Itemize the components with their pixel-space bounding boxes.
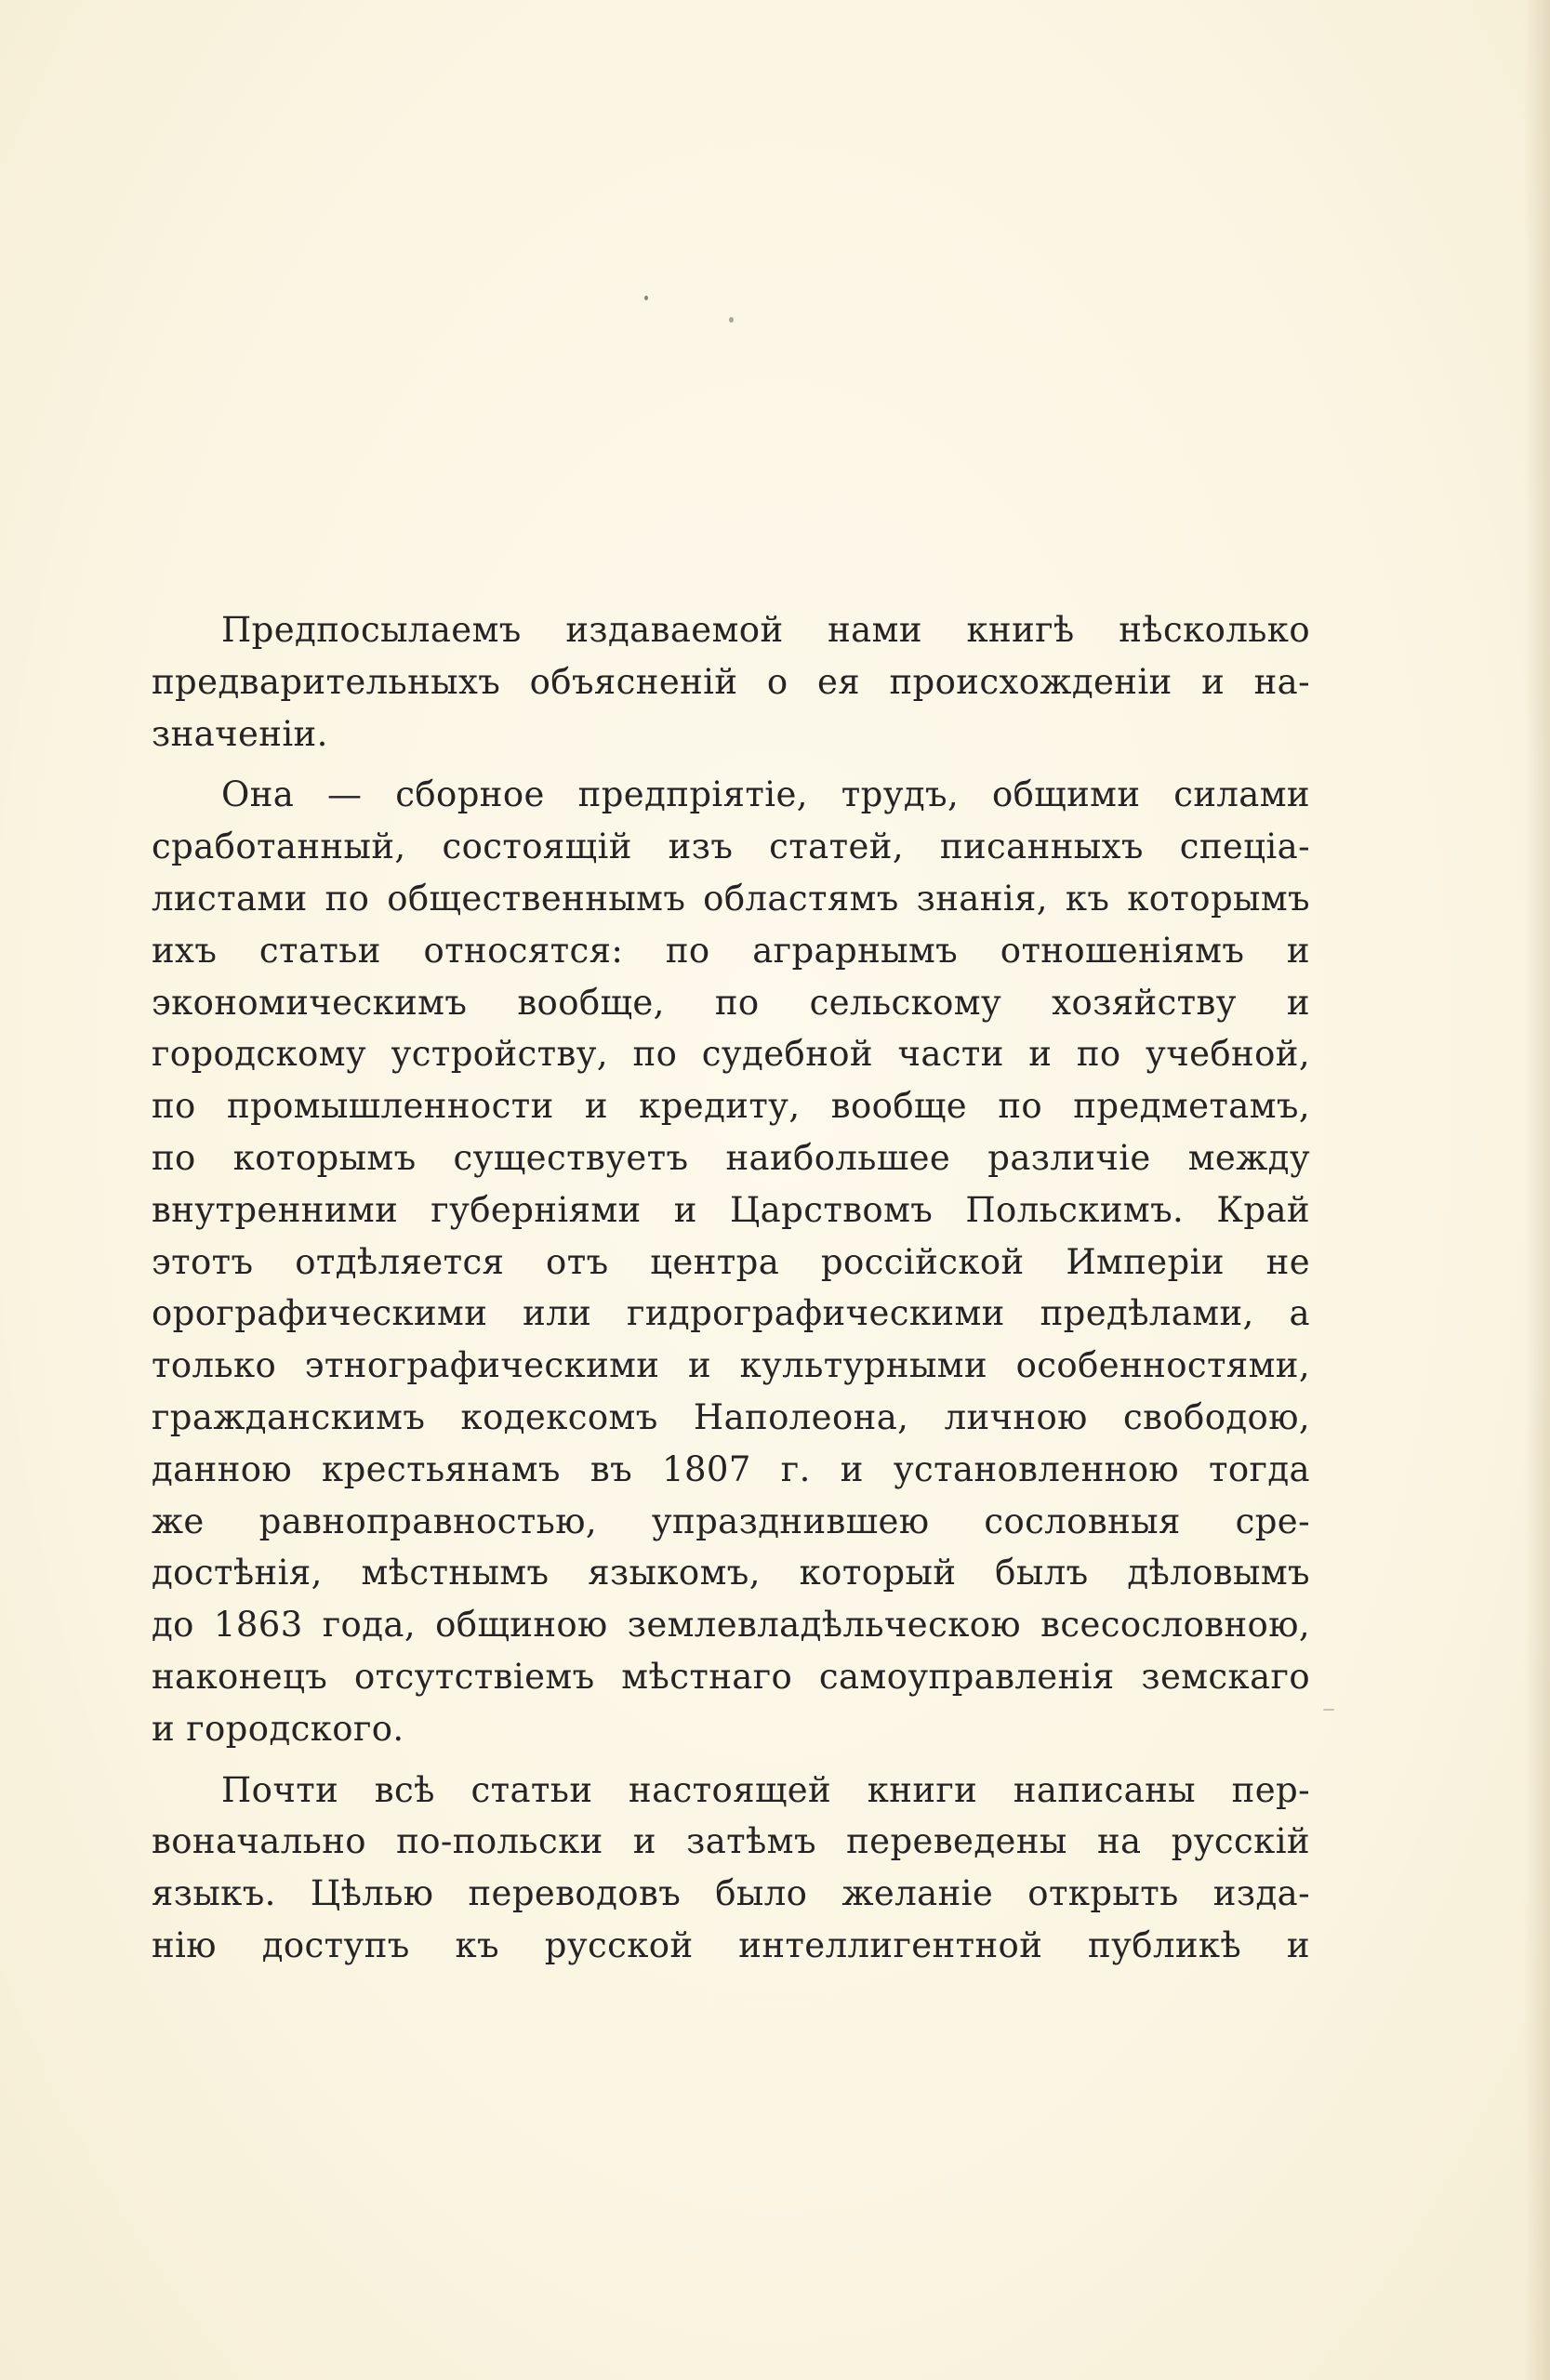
text-line: предварительныхъ объясненій о ея происхожденіи и на- xyxy=(152,661,1310,702)
text-line: листами по общественнымъ областямъ знанія, къ которымъ xyxy=(152,878,1310,919)
text-line: по промышленности и кредиту, вообще по предметамъ, xyxy=(152,1086,1310,1127)
body-text xyxy=(152,604,1310,1972)
text-line: этотъ отдѣляется отъ центра россійской Имперіи не xyxy=(152,1241,1310,1282)
text-line: Она — сборное предпріятіе, трудъ, общими силами xyxy=(221,774,1310,815)
paragraph-translation xyxy=(152,1765,1310,1972)
text-line: Почти всѣ статьи настоящей книги написаны пер- xyxy=(221,1769,1310,1810)
ink-speck xyxy=(644,296,648,300)
text-line: же равноправностью, упразднившею сословныя сре- xyxy=(152,1501,1310,1541)
text-line: сработанный, состоящій изъ статей, писанныхъ спеціа- xyxy=(152,826,1310,867)
ink-speck xyxy=(1323,1709,1334,1711)
text-line: только этнографическими и культурными особенностями, xyxy=(152,1345,1310,1386)
text-line: воначально по-польски и затѣмъ переведены на русскій xyxy=(152,1821,1310,1862)
paragraph-intro xyxy=(152,604,1310,760)
text-line: данною крестьянамъ въ 1807 г. и установленною тогда xyxy=(152,1448,1310,1489)
ink-speck xyxy=(729,317,734,323)
text-line: орографическими или гидрографическими предѣлами, а xyxy=(152,1293,1310,1334)
text-line: внутренними губерніями и Царствомъ Польскимъ. Край xyxy=(152,1189,1310,1230)
text-line: достѣнія, мѣстнымъ языкомъ, который былъ дѣловымъ xyxy=(152,1553,1310,1593)
text-line: ихъ статьи относятся: по аграрнымъ отношеніямъ и xyxy=(152,930,1310,971)
text-line: по которымъ существуетъ наибольшее различіе между xyxy=(152,1137,1310,1178)
text-line: нію доступъ къ русской интеллигентной публикѣ и xyxy=(152,1924,1310,1965)
text-line: значеніи. xyxy=(152,713,328,754)
text-line: языкъ. Цѣлью переводовъ было желаніе открыть изда- xyxy=(152,1873,1310,1914)
text-line: и городского. xyxy=(152,1708,404,1749)
text-line: Предпосылаемъ издаваемой нами книгѣ нѣсколько xyxy=(221,610,1310,650)
text-line: городскому устройству, по судебной части и по учебной, xyxy=(152,1034,1310,1075)
text-line: гражданскимъ кодексомъ Наполеона, личною свободою, xyxy=(152,1396,1310,1437)
text-line: до 1863 года, общиною землевладѣльческою всесословною, xyxy=(152,1605,1310,1646)
text-line: экономическимъ вообще, по сельскому хозяйству и xyxy=(152,982,1310,1023)
paragraph-description xyxy=(152,769,1310,1754)
page-edge-shadow xyxy=(1524,0,1550,2380)
text-line: наконецъ отсутствіемъ мѣстнаго самоуправленія земскаго xyxy=(152,1656,1310,1697)
